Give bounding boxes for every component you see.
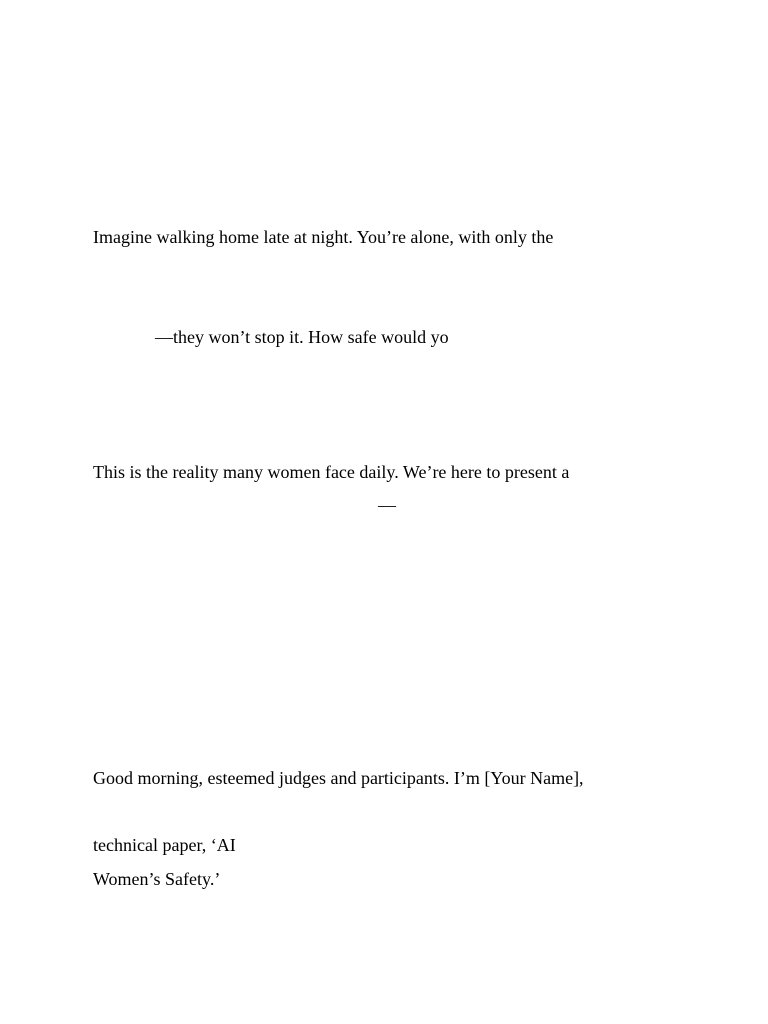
paragraph-3-line-1: Good morning, esteemed judges and participants. I’m [Your Name], (93, 768, 584, 788)
paragraph-2-line-2: — (378, 495, 396, 515)
paragraph-2-line-1: This is the reality many women face daily. We’re here to present a (93, 462, 570, 482)
paragraph-3-line-2: technical paper, ‘AI (93, 835, 236, 855)
paragraph-1-line-1: Imagine walking home late at night. You’re alone, with only the (93, 227, 554, 247)
paragraph-1-line-2: —they won’t stop it. How safe would yo (155, 327, 449, 347)
paragraph-3-line-3: Women’s Safety.’ (93, 869, 221, 889)
